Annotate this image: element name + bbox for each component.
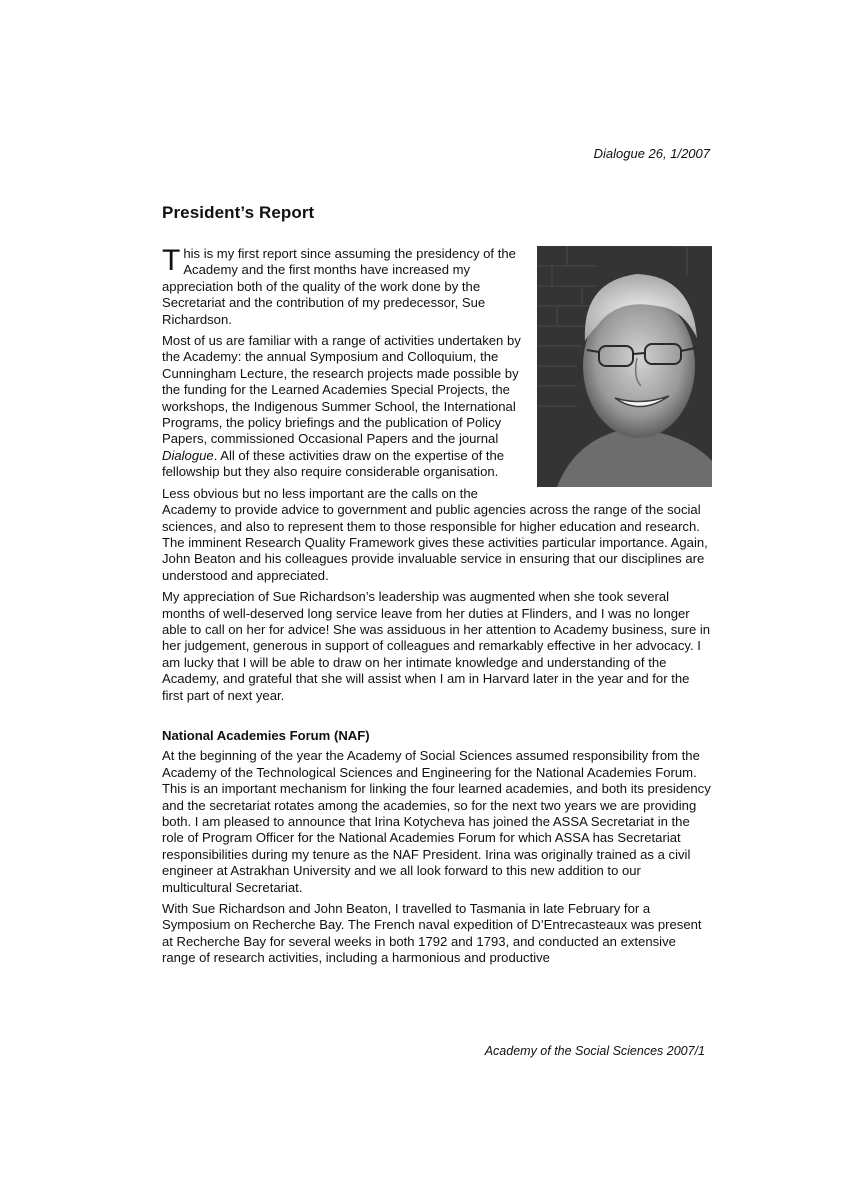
president-portrait [537, 246, 712, 487]
intro-text: his is my first report since assuming the presidency of the Academy and the first months have increased my appreciation both of the quality of the work done by the Secretariat and the contribution of my predecessor, Sue Richardson. [162, 246, 516, 327]
activities-text-a: Most of us are familiar with a range of activities undertaken by the Academy: the annual Symposium and Colloquium, the Cunningham Lecture, the research projects made possible by the funding for the Learned Academies Special Projects, the workshops, the Indigenous Summer School, the International Programs, the policy briefings and the publication of Policy Papers, commissioned Occasional Papers and the journal [162, 333, 521, 447]
naf-heading: National Academies Forum (NAF) [162, 727, 370, 743]
advice-paragraph: Less obvious but no less important are the calls on the Academy to provide advice to government and public agencies across the range of the social sciences, and also to represent them to those responsible for higher education and research. The imminent Research Quality Framework gives these activities particular importance. Again, John Beaton and his colleagues provide invaluable service in ensuring that our disciplines are understood and appreciated. [162, 485, 708, 583]
article-body [162, 246, 712, 972]
tasmania-paragraph: With Sue Richardson and John Beaton, I travelled to Tasmania in late February for a Symposium on Recherche Bay. The French naval expedition of D’Entrecasteaux was present at Recherche Bay for several weeks in both 1792 and 1793, and conducted an extensive range of research activities, including a harmonious and productive [162, 901, 702, 966]
journal-title: Dialogue [162, 447, 214, 463]
naf-paragraph: At the beginning of the year the Academy of Social Sciences assumed responsibility from the Academy of the Technological Sciences and Engineering for the National Academies Forum. This is an important mechanism for linking the four learned academies, and both its presidency and the secretariat rotates among the academies, so for the next two years we are providing both. I am pleased to announce that Irina Kotycheva has joined the ASSA Secretariat in the role of Program Officer for the National Academies Forum for which ASSA has Secretariat responsibilities during my tenure as the NAF President. Irina was originally trained as a civil engineer at Astrakhan University and we all look forward to this new addition to our multicultural Secretariat. [162, 748, 711, 895]
appreciation-paragraph: My appreciation of Sue Richardson’s leadership was augmented when she took several months of well-deserved long service leave from her duties at Flinders, and I was no longer able to call on her for advice! She was assiduous in her attention to Academy business, sure in her judgement, generous in support of colleagues and remarkably effective in her advocacy. I am lucky that I will be able to draw on her intimate knowledge and understanding of the Academy, and grateful that she will assist when I am in Harvard later in the year and for the first part of next year. [162, 589, 711, 703]
issue-label: Dialogue 26, 1/2007 [593, 146, 710, 161]
drop-cap: T [162, 244, 181, 277]
page-footer: Academy of the Social Sciences 2007/1 [484, 1044, 705, 1058]
page-title: President’s Report [162, 203, 315, 222]
activities-text-b: . All of these activities draw on the expertise of the fellowship but they also require considerable organisation. [162, 447, 505, 480]
